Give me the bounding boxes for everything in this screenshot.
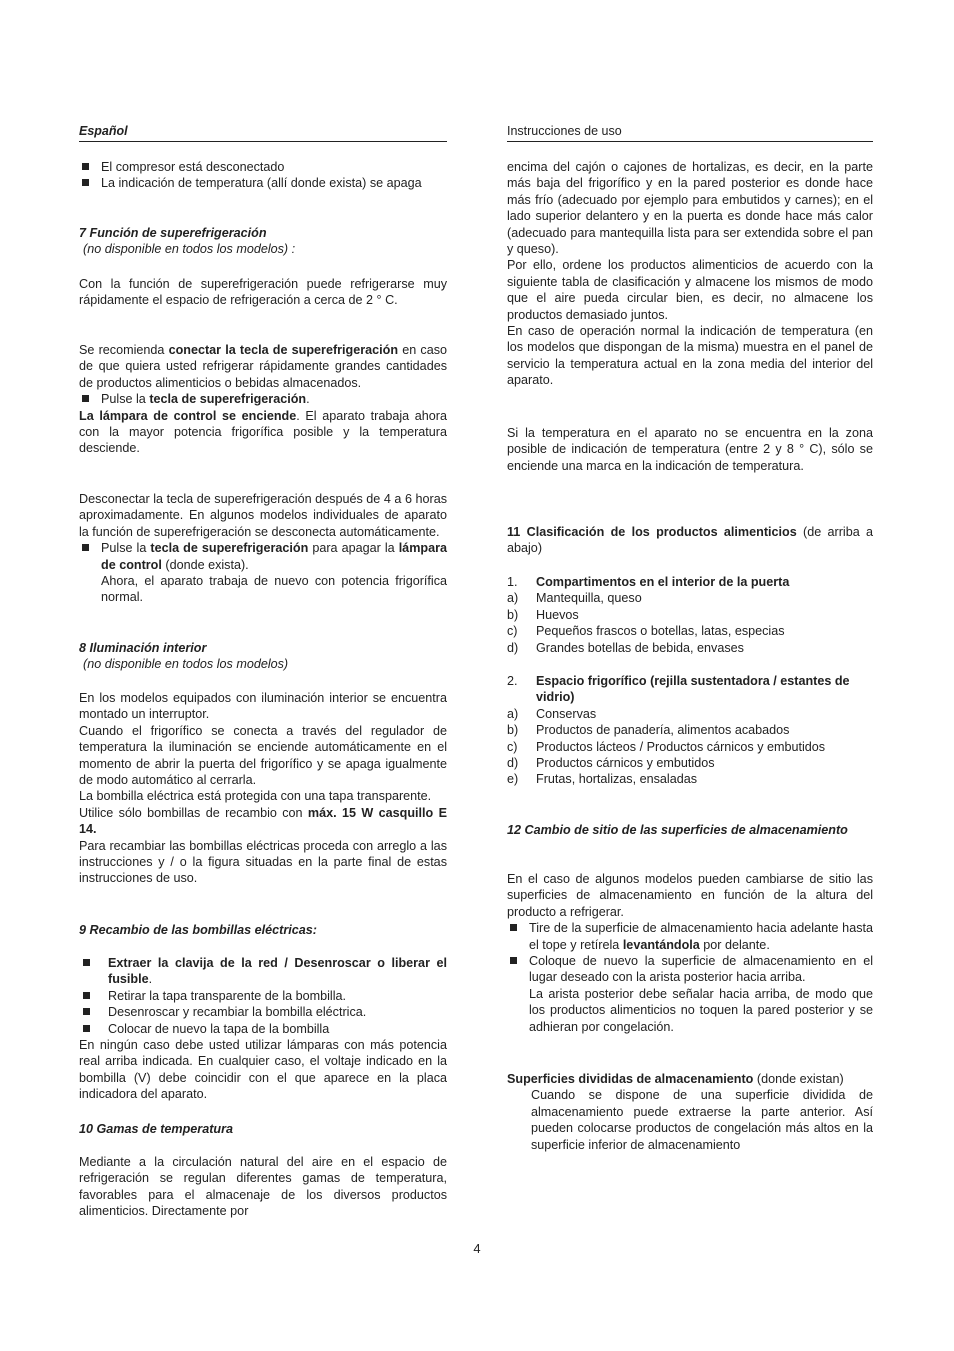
section-13-paragraph-1: Cuando se dispone de una superficie dividida de almacenamiento puede extraerse la parte anterior. Así pueden colocarse productos de congelación más altos en la superficie inferior de almacenamiento bbox=[531, 1088, 873, 1152]
section-7-paragraph-4: Desconectar la tecla de superefrigeración después de 4 a 6 horas aproximadamente. En algunos modelos individuales de aparato la función de superefrigeración se desconecta automáticamente. bbox=[79, 492, 447, 539]
bullet-apagar-lampara: Pulse la tecla de superefrigeración para apagar la lámpara de control (donde exista). bbox=[79, 540, 447, 573]
bullet-colocar-tapa: Colocar de nuevo la tapa de la bombilla bbox=[79, 1021, 447, 1037]
section-7-paragraph-3: La lámpara de control se enciende. El aparato trabaja ahora con la mayor potencia frigorífica posible y la temperatura desciende. bbox=[79, 408, 447, 456]
section-7-paragraph-5: Ahora, el aparato trabaja de nuevo con potencia frigorífica normal. bbox=[101, 574, 447, 605]
section-7-paragraph-1: Con la función de superefrigeración puede refrigerarse muy rápidamente el espacio de refrigeración a cerca de 2 ° C. bbox=[79, 277, 447, 308]
bullet-retirar-tapa: Retirar la tapa transparente de la bombilla. bbox=[79, 988, 447, 1004]
bullet-tire-superficie: Tire de la superficie de almacenamiento hacia adelante hasta el tope y retírela levantándola por delante. bbox=[507, 920, 873, 953]
list-item: a) Mantequilla, queso bbox=[507, 591, 642, 606]
section-7-recommend bbox=[79, 342, 447, 457]
list-item: a) Conservas bbox=[507, 706, 597, 721]
list-item: c) Pequeños frascos o botellas, latas, especias bbox=[507, 624, 785, 639]
list-item: d) Productos cárnicos y embutidos bbox=[507, 756, 715, 771]
section-8-note: (no disponible en todos los modelos) bbox=[83, 657, 289, 672]
section-11-list-2 bbox=[507, 673, 873, 788]
left-status-bullets bbox=[79, 159, 447, 192]
section-13-heading bbox=[507, 1071, 873, 1087]
section-8-paragraph-5: Para recambiar las bombillas eléctricas proceda con arreglo a las instrucciones y / o la figura situadas en la parte final de estas instrucciones de uso. bbox=[79, 838, 447, 886]
section-11-heading bbox=[507, 524, 873, 557]
bullet-indicacion: La indicación de temperatura (allí donde exista) se apaga bbox=[79, 175, 447, 191]
bullet-coloque-superficie: Coloque de nuevo la superficie de almacenamiento en el lugar deseado con la arista posterior hacia arriba. bbox=[507, 953, 873, 986]
section-8-paragraph-3: La bombilla eléctrica está protegida con una tapa transparente. bbox=[79, 789, 432, 804]
section-11-title: 11 Clasificación de los productos alimenticios bbox=[507, 525, 797, 539]
list-item: e) Frutas, hortalizas, ensaladas bbox=[507, 772, 698, 787]
section-7-paragraph-2: Se recomienda conectar la tecla de superefrigeración en caso de que quiera usted refrigerar rápidamente grandes cantidades de productos alimenticios o bebidas almacenados. bbox=[79, 343, 448, 390]
section-7 bbox=[79, 225, 447, 258]
bullet-pulse-tecla: Pulse la tecla de superefrigeración. bbox=[79, 391, 447, 407]
page-number: 4 bbox=[473, 1241, 481, 1256]
section-7-title: 7 Función de superefrigeración bbox=[79, 226, 267, 240]
section-11-note: (de arriba a abajo) bbox=[507, 525, 873, 556]
section-8-paragraph-2: Cuando el frigorífico se conecta a través del regulador de temperatura la iluminación se enciende automáticamente en el momento de abrir la puerta del frigorífico y se apaga igualmente de modo automático al cerrarla. bbox=[79, 723, 447, 788]
right-intro bbox=[507, 159, 873, 389]
section-10-paragraph-1: Mediante a la circulación natural del aire en el espacio de refrigeración se regulan diferentes gamas de temperatura, favorables para el almacenaje de los diversos productos alimenticios. Directamente por bbox=[79, 1155, 447, 1219]
bullet-extraer-clavija: Extraer la clavija de la red / Desenroscar o liberar el fusible. bbox=[79, 955, 447, 988]
header-language: Español bbox=[79, 123, 447, 142]
section-8-title: 8 Iluminación interior bbox=[79, 641, 207, 655]
section-8-paragraph-4: Utilice sólo bombillas de recambio con máx. 15 W casquillo E 14. bbox=[79, 805, 447, 837]
header-title: Instrucciones de uso bbox=[507, 123, 873, 142]
section-7-disconnect bbox=[79, 491, 447, 606]
section-9-body bbox=[79, 955, 447, 1103]
section-12-paragraph-1: En el caso de algunos modelos pueden cambiarse de sitio las superficies de almacenamiento en función de la altura del producto a refrigerar. bbox=[507, 872, 873, 919]
right-paragraph-3: En caso de operación normal la indicación de temperatura (en los modelos que dispongan de la misma) muestra en el panel de servicio la temperatura actual en la zona media del interior del aparato. bbox=[507, 324, 873, 388]
right-paragraph-4: Si la temperatura en el aparato no se encuentra en la zona posible de indicación de temperatura (entre 2 y 8 ° C), sólo se enciende una marca en la indicación de temperatura. bbox=[507, 426, 873, 473]
bullet-desenroscar: Desenroscar y recambiar la bombilla eléctrica. bbox=[79, 1004, 447, 1020]
section-10-title: 10 Gamas de temperatura bbox=[79, 1122, 233, 1136]
section-13 bbox=[507, 1071, 873, 1153]
section-11-group-2: 2. Espacio frigorífico (rejilla sustentadora / estantes de vidrio) bbox=[507, 674, 850, 705]
right-paragraph-2: Por ello, ordene los productos alimenticios de acuerdo con la siguiente tabla de clasificación y almacene los mismos de modo que el aire pueda circular bien, es decir, no almacene los productos demasiado juntos. bbox=[507, 258, 873, 322]
section-13-title: Superficies divididas de almacenamiento bbox=[507, 1072, 754, 1086]
section-12-title: 12 Cambio de sitio de las superficies de almacenamiento bbox=[507, 823, 848, 837]
section-7-note: (no disponible en todos los modelos) : bbox=[83, 242, 296, 257]
list-item: b) Productos de panadería, alimentos acabados bbox=[507, 723, 790, 738]
section-8-paragraph-1: En los modelos equipados con iluminación interior se encuentra montado un interruptor. bbox=[79, 691, 447, 722]
section-11-list-1 bbox=[507, 574, 873, 656]
section-12-paragraph-2: La arista posterior debe señalar hacia arriba, de modo que los productos alimenticios no toquen la pared posterior y se adhieran por congelación. bbox=[529, 986, 873, 1034]
right-paragraph-1: encima del cajón o cajones de hortalizas, es decir, en la parte más baja del frigorífico y en la pared posterior es donde hace más frío (adecuado por ejemplo para embutidos y carnes); en el lado superior delantero y en la puerta es donde hace más calor (adecuado para mantequilla lista para ser extendida sobre el pan y queso). bbox=[507, 160, 873, 257]
list-item: c) Productos lácteos / Productos cárnicos y embutidos bbox=[507, 739, 826, 754]
section-8 bbox=[79, 640, 447, 673]
section-11-group-1: 1. Compartimentos en el interior de la puerta bbox=[507, 575, 790, 589]
section-12-body bbox=[507, 871, 873, 1035]
list-item: b) Huevos bbox=[507, 607, 579, 622]
section-13-note: (donde existan) bbox=[753, 1072, 844, 1086]
bullet-compresor: El compresor está desconectado bbox=[79, 159, 447, 175]
section-8-body bbox=[79, 690, 447, 887]
section-9-paragraph-1: En ningún caso debe usted utilizar lámparas con más potencia real arriba indicada. En cualquier caso, el voltaje indicado en la bombilla (V) debe coincidir con el que aparece en la placa indicadora del aparato. bbox=[79, 1038, 447, 1102]
list-item: d) Grandes botellas de bebida, envases bbox=[507, 640, 744, 655]
section-9-title: 9 Recambio de las bombillas eléctricas: bbox=[79, 923, 317, 937]
